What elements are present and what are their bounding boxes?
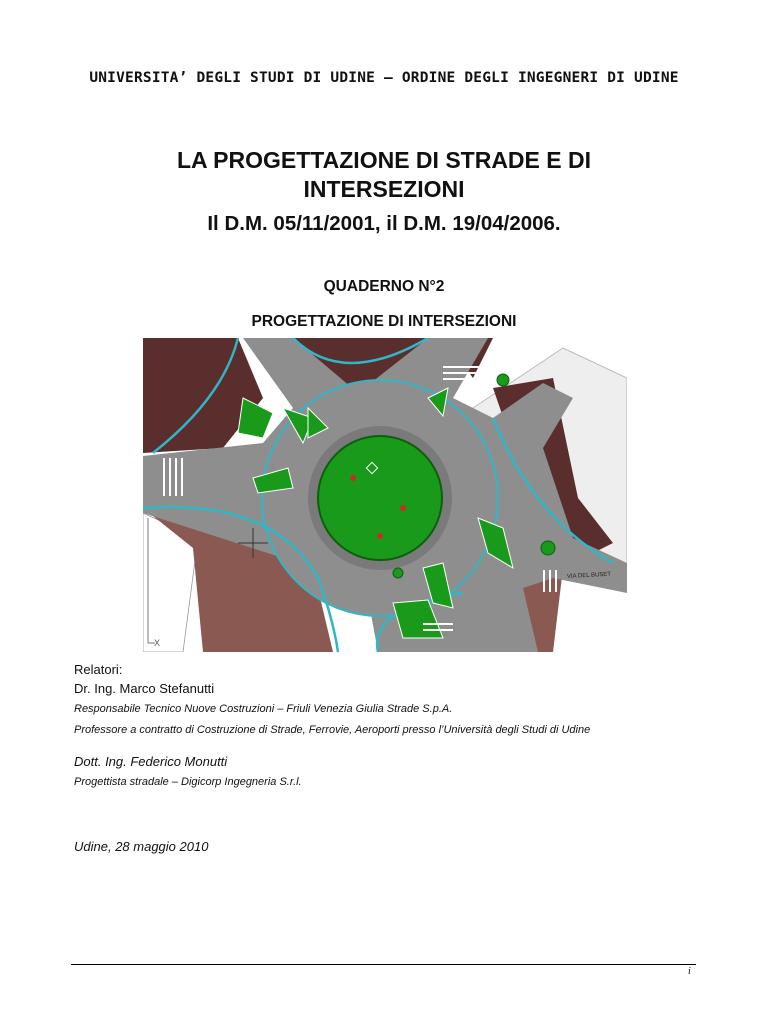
title-line-1: LA PROGETTAZIONE DI STRADE E DI [176, 147, 591, 173]
document-title [0, 146, 768, 204]
author-2-name: Dott. Ing. Federico Monutti [74, 754, 228, 769]
section-title: PROGETTAZIONE DI INTERSEZIONI [251, 313, 517, 330]
author-2-role: Progettista stradale – Digicorp Ingegneria S.r.l. [74, 776, 302, 788]
author-1-name: Dr. Ing. Marco Stefanutti [74, 681, 215, 696]
quaderno-number: QUADERNO N°2 [323, 278, 445, 295]
title-line-2: INTERSEZIONI [303, 176, 465, 202]
speakers-label: Relatori: [74, 662, 123, 677]
roundabout-plan-drawing [143, 338, 627, 652]
place-date: Udine, 28 maggio 2010 [74, 839, 209, 854]
author-1-role-2: Professore a contratto di Costruzione di Strade, Ferrovie, Aeroporti presso l’Università degli Studi di Udine [74, 724, 591, 736]
institution-header: UNIVERSITA’ DEGLI STUDI DI UDINE – ORDINE DEGLI INGEGNERI DI UDINE [89, 70, 679, 86]
author-1-role-1: Responsabile Tecnico Nuove Costruzioni – Friuli Venezia Giulia Strade S.p.A. [74, 703, 453, 715]
document-subtitle: Il D.M. 05/11/2001, il D.M. 19/04/2006. [207, 212, 561, 235]
footer-divider [71, 964, 696, 965]
authors-block [74, 660, 714, 793]
street-label: VIA DEL BUSET [566, 571, 612, 580]
page-number: i [688, 966, 691, 977]
axis-label: X [154, 638, 161, 648]
